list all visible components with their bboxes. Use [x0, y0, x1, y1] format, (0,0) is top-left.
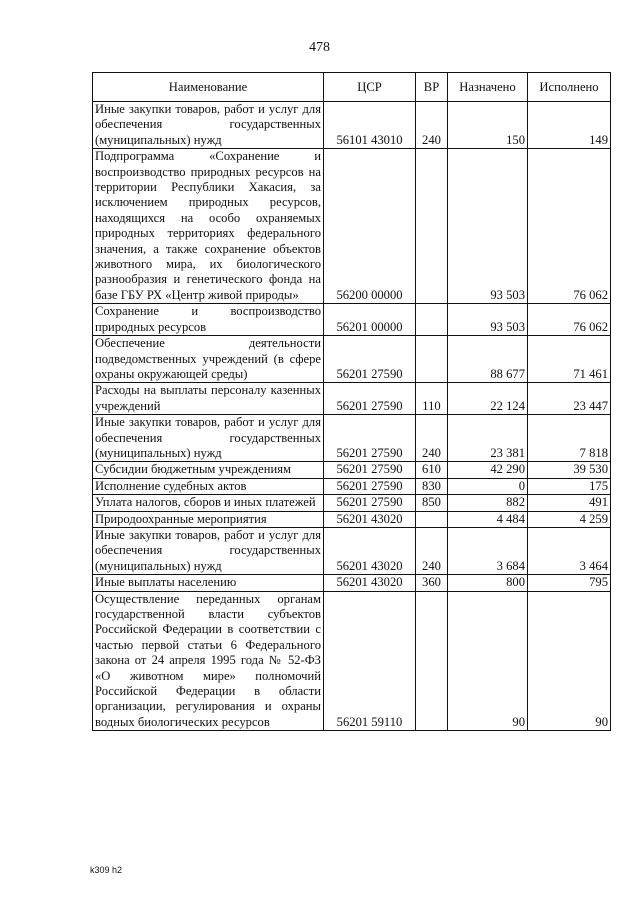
row-vr — [416, 304, 448, 336]
row-planned: 800 — [448, 575, 528, 591]
table-row — [93, 495, 611, 511]
row-vr: 240 — [416, 527, 448, 574]
row-executed: 39 530 — [528, 462, 611, 478]
page-number: 478 — [309, 40, 330, 55]
header-executed: Исполнено — [528, 73, 611, 102]
row-name: Сохранение и воспроизводство природных ресурсов — [93, 304, 324, 336]
row-executed: 76 062 — [528, 149, 611, 304]
row-vr: 240 — [416, 102, 448, 149]
row-executed: 4 259 — [528, 511, 611, 527]
row-vr — [416, 591, 448, 731]
row-executed: 23 447 — [528, 383, 611, 415]
row-planned: 42 290 — [448, 462, 528, 478]
table-row — [93, 511, 611, 527]
table-row — [93, 415, 611, 462]
row-planned: 88 677 — [448, 336, 528, 383]
table-row — [93, 575, 611, 591]
row-name: Природоохранные мероприятия — [93, 511, 324, 527]
row-vr: 110 — [416, 383, 448, 415]
table-row — [93, 478, 611, 494]
row-executed: 149 — [528, 102, 611, 149]
header-vr: ВР — [416, 73, 448, 102]
row-name: Субсидии бюджетным учреждениям — [93, 462, 324, 478]
row-csr: 56201 27590 — [324, 336, 416, 383]
row-name: Подпрограмма «Сохранение и воспроизводство природных ресурсов на территории Республики Хакасия, за исключением природных ресурсов, находящихся на особо охраняемых природных территориях федерального значения, а также сохранение объектов животного мира, их биологического разнообразия и генетического фонда на базе ГБУ РХ «Центр живой природы» — [93, 149, 324, 304]
table-header-row — [93, 73, 611, 102]
budget-table — [92, 72, 611, 731]
row-csr: 56201 43020 — [324, 511, 416, 527]
row-vr — [416, 511, 448, 527]
row-name: Уплата налогов, сборов и иных платежей — [93, 495, 324, 511]
row-name: Иные закупки товаров, работ и услуг для обеспечения государственных (муниципальных) нужд — [93, 527, 324, 574]
row-vr: 240 — [416, 415, 448, 462]
row-planned: 22 124 — [448, 383, 528, 415]
table-row — [93, 591, 611, 731]
row-csr: 56201 27590 — [324, 495, 416, 511]
row-name: Исполнение судебных актов — [93, 478, 324, 494]
table-row — [93, 304, 611, 336]
row-csr: 56201 27590 — [324, 383, 416, 415]
row-csr: 56101 43010 — [324, 102, 416, 149]
row-planned: 3 684 — [448, 527, 528, 574]
row-csr: 56201 43020 — [324, 575, 416, 591]
row-executed: 3 464 — [528, 527, 611, 574]
row-planned: 93 503 — [448, 149, 528, 304]
row-csr: 56201 59110 — [324, 591, 416, 731]
row-csr: 56201 27590 — [324, 478, 416, 494]
table-row — [93, 149, 611, 304]
table-row — [93, 383, 611, 415]
row-executed: 76 062 — [528, 304, 611, 336]
row-csr: 56201 27590 — [324, 462, 416, 478]
row-planned: 4 484 — [448, 511, 528, 527]
row-csr: 56201 43020 — [324, 527, 416, 574]
row-name: Иные закупки товаров, работ и услуг для обеспечения государственных (муниципальных) нужд — [93, 415, 324, 462]
table-row — [93, 527, 611, 574]
row-executed: 491 — [528, 495, 611, 511]
row-planned: 0 — [448, 478, 528, 494]
row-vr: 360 — [416, 575, 448, 591]
footer-code: k309 h2 — [90, 865, 123, 875]
row-executed: 90 — [528, 591, 611, 731]
row-csr: 56200 00000 — [324, 149, 416, 304]
row-executed: 71 461 — [528, 336, 611, 383]
row-planned: 882 — [448, 495, 528, 511]
row-vr: 850 — [416, 495, 448, 511]
row-vr: 830 — [416, 478, 448, 494]
row-name: Обеспечение деятельности подведомственных учреждений (в сфере охраны окружающей среды) — [93, 336, 324, 383]
row-name: Осуществление переданных органам государственной власти субъектов Российской Федерации в соответствии с частью первой статьи 6 Федерального закона от 24 апреля 1995 года № 52-ФЗ «О животном мире» полномочий Российской Федерации в области организации, регулирования и охраны водных биологических ресурсов — [93, 591, 324, 731]
row-name: Иные закупки товаров, работ и услуг для обеспечения государственных (муниципальных) нужд — [93, 102, 324, 149]
row-name: Иные выплаты населению — [93, 575, 324, 591]
table-row — [93, 462, 611, 478]
header-csr: ЦСР — [324, 73, 416, 102]
table-row — [93, 102, 611, 149]
row-planned: 93 503 — [448, 304, 528, 336]
row-name: Расходы на выплаты персоналу казенных учреждений — [93, 383, 324, 415]
row-executed: 795 — [528, 575, 611, 591]
row-executed: 7 818 — [528, 415, 611, 462]
row-executed: 175 — [528, 478, 611, 494]
row-vr — [416, 149, 448, 304]
row-csr: 56201 27590 — [324, 415, 416, 462]
row-planned: 90 — [448, 591, 528, 731]
row-planned: 23 381 — [448, 415, 528, 462]
row-vr: 610 — [416, 462, 448, 478]
header-name: Наименование — [93, 73, 324, 102]
row-planned: 150 — [448, 102, 528, 149]
header-planned: Назначено — [448, 73, 528, 102]
row-vr — [416, 336, 448, 383]
row-csr: 56201 00000 — [324, 304, 416, 336]
table-row — [93, 336, 611, 383]
